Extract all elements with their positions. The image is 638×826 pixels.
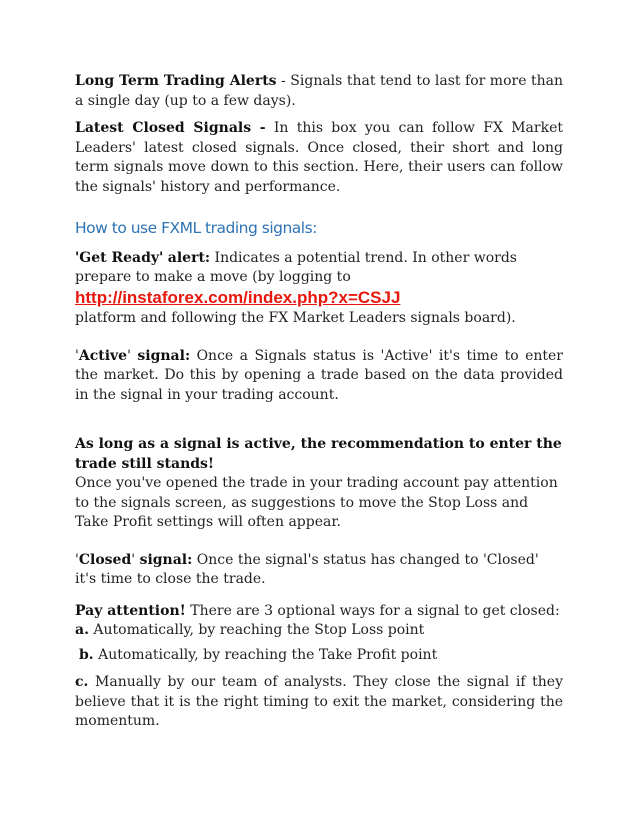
term-alert: alert: (167, 249, 211, 266)
list-label-a: a. (75, 622, 89, 638)
desc-signal-active: Once you've opened the trade in your trading account pay attention to the signals screen, as suggestions to move the Stop Loss and Take Profit settings will often appear. (75, 475, 558, 530)
quote: ' (127, 347, 138, 364)
desc-get-ready: Indicates a potential trend. In other words prepare to make a move (by logging to (75, 249, 517, 285)
quote: ' (75, 347, 79, 364)
desc-long-term-alerts: - Signals that tend to last for more than a single day (up to a few days). (75, 73, 563, 109)
document-page (75, 72, 563, 732)
term-long-term-alerts: Long Term Trading Alerts (75, 73, 277, 89)
section-heading: How to use FXML trading signals: (75, 219, 317, 237)
paragraph-latest-closed-signals (75, 119, 563, 197)
paragraph-closed-signal (75, 551, 563, 590)
term-latest-closed-signals: Latest Closed Signals - (75, 120, 266, 136)
desc-get-ready-after: platform and following the FX Market Leaders signals board). (75, 310, 516, 326)
desc-latest-closed-signals: In this box you can follow FX Market Leaders' latest closed signals. Once closed, their short and long term signals move down to this section. Here, their users can follow the signals' history and performance. (75, 120, 563, 195)
paragraph-option-c (75, 673, 563, 732)
list-label-c: c. (75, 674, 89, 690)
instaforex-link[interactable]: http://instaforex.com/index.php?x=CSJJ (75, 287, 401, 307)
paragraph-long-term-alerts (75, 72, 563, 111)
list-item-b: Automatically, by reaching the Take Profit point (93, 646, 438, 663)
paragraph-get-ready (75, 249, 563, 329)
term-closed: Closed (78, 551, 132, 568)
quote: ' (131, 551, 140, 568)
paragraph-active-signal (75, 347, 563, 406)
desc-closed-signal: Once the signal's status has changed to 'Closed' it's time to close the trade. (75, 551, 539, 587)
term-signal: signal: (139, 551, 193, 568)
list-item-a: Automatically, by reaching the Stop Loss point (88, 622, 425, 638)
list-label-b: b. (79, 646, 94, 663)
desc-active-signal: Once a Signals status is 'Active' it's time to enter the market. Do this by opening a trade based on the data provided in the signal in your trading account. (75, 347, 563, 403)
desc-pay-attention: There are 3 optional ways for a signal to get closed: (185, 602, 560, 619)
term-signal-active: As long as a signal is active, the recommendation to enter the trade still stands! (75, 436, 562, 472)
term-pay-attention: Pay attention! (75, 602, 186, 619)
paragraph-pay-attention (75, 602, 563, 641)
term-signal: signal: (137, 347, 191, 364)
list-item-c: Manually by our team of analysts. They close the signal if they believe that it is the right timing to exit the market, considering the momentum. (75, 674, 563, 729)
paragraph-option-b (75, 646, 563, 666)
term-get-ready: 'Get Ready' (75, 249, 164, 266)
paragraph-signal-active (75, 435, 563, 533)
quote: ' (75, 551, 79, 568)
term-active: Active (78, 347, 128, 364)
